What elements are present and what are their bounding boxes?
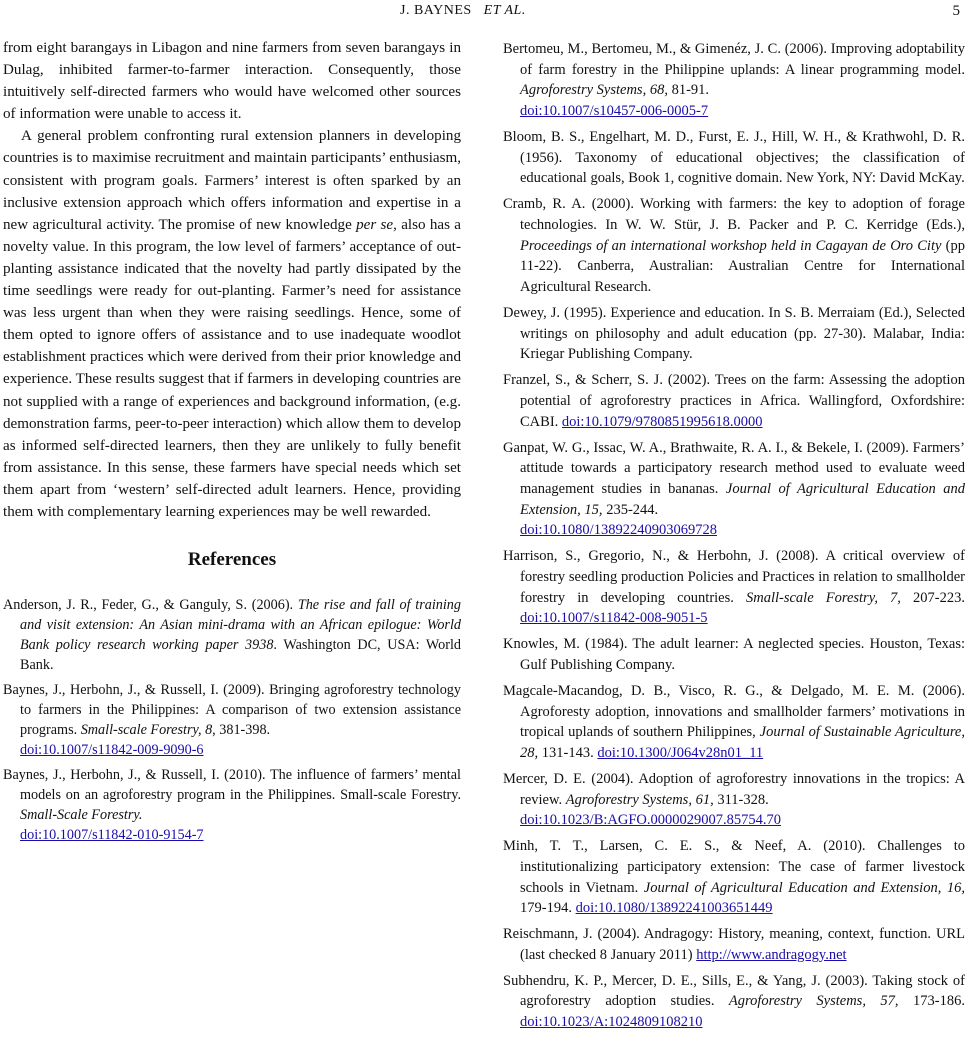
body-paragraph: from eight barangays in Libagon and nine farmers from seven barangays in Dulag, inhibited farmer-to-farmer interaction. Consequently, those intuitively self-directed farmers who would have welcomed other sources of information were unable to access it. [3,40,461,123]
reference-entry: Baynes, J., Herbohn, J., & Russell, I. (2010). The influence of farmers’ mental models on an agroforestry program in the Philippines. Small-scale Forestry. Small-Scale Forestry. doi:10.1007/s11842-010-9154-7 [3,767,461,844]
references-heading: References [187,549,277,571]
doi-link[interactable]: doi:10.1080/13892241003651449 [575,900,773,917]
doi-link[interactable]: http://www.andragogy.net [696,946,847,963]
right-column [503,39,965,1038]
doi-link[interactable]: doi:10.1007/s10457-006-0005-7 [520,103,709,120]
reference-entry: Knowles, M. (1984). The adult learner: A neglected species. Houston, Texas: Gulf Publishing Company. [503,636,965,673]
doi-link[interactable]: doi:10.1300/J064v28n01_11 [597,745,764,761]
reference-entry: Harrison, S., Gregorio, N., & Herbohn, J. (2008). A critical overview of forestry seedling production Policies and Practices in relation to smallholder forestry in developing countries. Small-scale Forestry, 7, 207-223. doi:10.1007/s11842-008-9051-5 [503,548,965,627]
reference-entry: Bertomeu, M., Bertomeu, M., & Gimenéz, J. C. (2006). Improving adoptability of farm forestry in the Philippine uplands: A linear programming model. Agroforestry Systems, 68, 81-91. doi:10.1007/s10457-006-0005-7 [503,39,965,122]
reference-entry: Subhendru, K. P., Mercer, D. E., Sills, E., & Yang, J. (2003). Taking stock of agroforestry adoption studies. Agroforestry Systems, 57, 173-186. doi:10.1023/A:1024809108210 [503,972,965,1031]
doi-link[interactable]: doi:10.1080/13892240903069728 [520,522,717,539]
reference-entry: Minh, T. T., Larsen, C. E. S., & Neef, A. (2010). Challenges to institutionalizing participatory extension: The case of farmer livestock schools in Vietnam. Journal of Agricultural Education and Extension, 16, 179-194. doi:10.1080/13892241003651449 [503,838,965,917]
reference-entry: Cramb, R. A. (2000). Working with farmers: the key to adoption of forage technologies. In W. W. Stür, J. B. Packer and P. C. Kerridge (Eds.), Proceedings of an international workshop held in Cagayan de Oro City (pp 11-22). Canberra, Australian: Australian Centre for International Agricultural Research. [503,196,965,296]
reference-entry: Mercer, D. E. (2004). Adoption of agroforestry innovations in the tropics: A review. Agroforestry Systems, 61, 311-328. doi:10.1023/B:AGFO.0000029007.85754.70 [503,769,965,831]
doi-link[interactable]: doi:10.1023/B:AGFO.0000029007.85754.70 [520,812,782,829]
reference-entry: Franzel, S., & Scherr, S. J. (2002). Trees on the farm: Assessing the adoption potential of agroforestry practices in Africa. Wallingford, Oxfordshire: CABI. doi:10.1079/9780851995618.0000 [503,372,965,430]
running-head-author: J. BAYNES ET AL. [400,3,526,18]
reference-entry: Dewey, J. (1995). Experience and education. In S. B. Merraiam (Ed.), Selected writings on philosophy and adult education (pp. 27-30). Malabar, India: Kriegar Publishing Company. [503,305,965,363]
doi-link[interactable]: doi:10.1007/s11842-010-9154-7 [20,827,204,844]
doi-link[interactable]: doi:10.1007/s11842-008-9051-5 [520,610,708,627]
reference-entry: Ganpat, W. G., Issac, W. A., Brathwaite, R. A. I., & Bekele, I. (2009). Farmers’ attitude towards a participatory research method used to evaluate weed management studies in bananas. Journal of Agricultural Education and Extension, 15, 235-244. doi:10.1080/13892240903069728 [503,438,965,542]
running-header [0,3,968,23]
doi-link[interactable]: doi:10.1007/s11842-009-9090-6 [20,742,204,759]
body-paragraph: A general problem confronting rural extension planners in developing countries is to maximise recruitment and maintain participants’ enthusiasm, consistent with program goals. Farmers’ interest is often sparked by an inclusive extension approach which offers information and expertise in a new agricultural activity. The promise of new knowledge per se, also has a novelty value. In this program, the low level of farmers’ acceptance of out-planting assistance indicated that the novelty had partly dissipated by the time seedlings were ready for out-planting. Farmer’s need for assistance was less urgent than when they were raising seedlings. Hence, some of them opted to ignore offers of assistance and to use inadequate woodlot establishment practices which were derived from their prior knowledge and experience. These results suggest that if farmers in developing countries are not supplied with a range of experiences and background information, (e.g. demonstration farms, peer-to-peer interaction) which allow them to develop as informed self-directed learners, then they are unlikely to fully benefit from assistance. In this sense, these farmers have special needs which set them apart from ‘western’ self-directed adult learners. Hence, providing them with complementary learning experiences may be well rewarded. [3,128,461,520]
reference-list-right [503,39,965,1033]
reference-entry: Magcale-Macandog, D. B., Visco, R. G., & Delgado, M. E. M. (2006). Agroforesty adoption, innovations and smallholder farmers’ motivations in tropical uplands of southern Philippines, Journal of Sustainable Agriculture, 28, 131-143. doi:10.1300/J064v28n01_11 [503,682,965,761]
doi-link[interactable]: doi:10.1079/9780851995618.0000 [561,413,763,430]
doi-link[interactable]: doi:10.1023/A:1024809108210 [520,1014,703,1031]
reference-list-left [3,595,461,845]
reference-entry: Anderson, J. R., Feder, G., & Ganguly, S. (2006). The rise and fall of training and visit extension: An Asian mini-drama with an African epilogue: World Bank policy research working paper 3938. Washington DC, USA: World Bank. [3,597,461,674]
reference-entry: Bloom, B. S., Engelhart, M. D., Furst, E. J., Hill, W. H., & Krathwohl, D. R. (1956). Taxonomy of educational objectives; the classification of educational goals, Book 1, cognitive domain. New York, NY: David McKay. [503,129,965,187]
reference-entry: Baynes, J., Herbohn, J., & Russell, I. (2009). Bringing agroforestry technology to farmers in the Philippines: A comparison of two extension assistance programs. Small-scale Forestry, 8, 381-398. doi:10.1007/s11842-009-9090-6 [3,682,461,759]
page-number: 5 [952,3,960,19]
reference-entry: Reischmann, J. (2004). Andragogy: History, meaning, context, function. URL (last checked 8 January 2011) http://www.andragogy.net [503,926,965,963]
left-column [3,37,461,850]
